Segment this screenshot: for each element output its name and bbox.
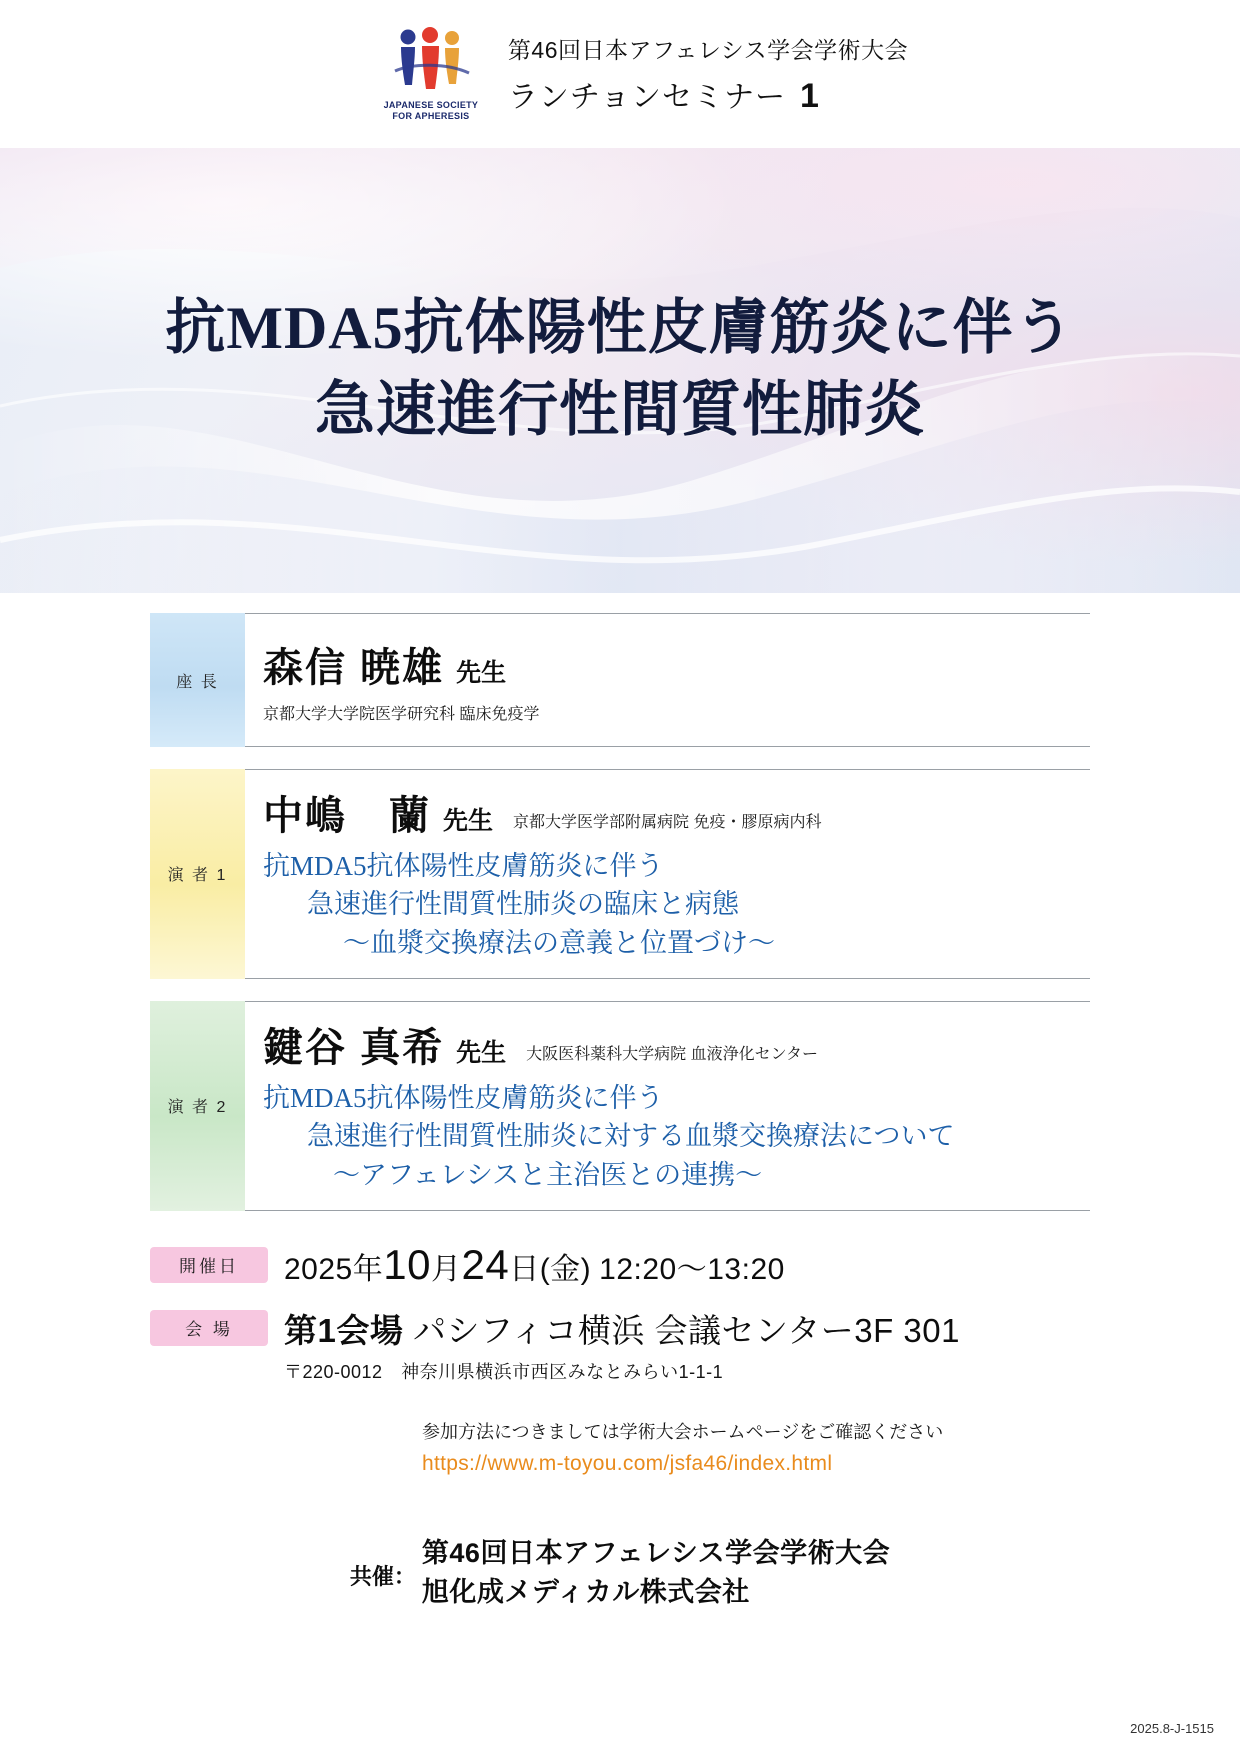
date-year: 2025年	[284, 1252, 384, 1286]
speaker2-name: 鍵谷 真希	[263, 1025, 445, 1070]
header-titles	[508, 32, 908, 116]
congress-name: 第46回日本アフェレシス学会学術大会	[507, 37, 909, 63]
chair-affiliation: 京都大学大学院医学研究科 臨床免疫学	[263, 706, 540, 723]
document-code: 2025.8-J-1515	[1130, 1721, 1214, 1736]
speaker1-talk-line1: 抗MDA5抗体陽性皮膚筋炎に伴う	[263, 851, 664, 881]
sponsor-1: 第46回日本アフェレシス学会学術大会	[421, 1537, 891, 1568]
congress-website-link[interactable]: https://www.m-toyou.com/jsfa46/index.html	[422, 1451, 833, 1475]
date-weekday: (金)	[539, 1252, 592, 1286]
speaker-row-chair	[150, 613, 1090, 747]
venue-value	[284, 1305, 960, 1352]
sponsor-names	[422, 1534, 890, 1612]
role-tag-speaker1: 演 者 1	[150, 769, 245, 979]
venue-hall: 第1会場	[284, 1311, 404, 1349]
speaker1-affiliation: 京都大学医学部附属病院 免疫・膠原病内科	[513, 814, 822, 831]
speaker-row-1	[150, 769, 1090, 979]
venue-row	[150, 1305, 1090, 1352]
speaker1-talk-line3: ～血漿交換療法の意義と位置づけ～	[343, 927, 775, 958]
role-tag-chair: 座 長	[150, 613, 245, 747]
speaker-list	[0, 593, 1240, 1211]
speaker1-name: 中嶋 蘭	[263, 794, 431, 838]
date-row	[150, 1241, 1090, 1289]
date-time: 12:20～13:20	[599, 1252, 785, 1286]
date-label-badge: 開催日	[150, 1247, 268, 1283]
speaker1-talk-line2: 急速進行性間質性肺炎の臨床と病態	[307, 889, 739, 920]
event-info	[0, 1233, 1240, 1476]
date-month-number: 10	[383, 1240, 431, 1288]
date-day-number: 24	[461, 1240, 510, 1288]
jsfa-logo-icon	[385, 27, 477, 97]
speaker2-talk-line3: ～アフェレシスと主治医との連携～	[333, 1159, 763, 1190]
sponsor-footer	[0, 1534, 1240, 1612]
speaker2-talk-title	[263, 1079, 1080, 1194]
date-value	[284, 1241, 785, 1289]
venue-address: 〒220-0012 神奈川県横浜市西区みなとみらい1-1-1	[284, 1361, 724, 1382]
seminar-label: ランチョンセミナー	[507, 81, 787, 114]
speaker2-affiliation: 大阪医科薬科大学病院 血液浄化センター	[526, 1045, 818, 1063]
hero-banner	[0, 148, 1240, 593]
speaker2-talk-line2: 急速進行性間質性肺炎に対する血漿交換療法について	[307, 1121, 955, 1152]
society-logo	[372, 20, 490, 128]
seminar-number: 1	[800, 77, 819, 115]
sponsor-2: 旭化成メディカル株式会社	[421, 1577, 750, 1608]
speaker2-honorific: 先生	[456, 1038, 507, 1067]
speaker-row-2	[150, 1001, 1090, 1211]
date-month-unit: 月	[430, 1252, 462, 1286]
speaker-body-chair	[245, 613, 1090, 747]
hero-title-line1: 抗MDA5抗体陽性皮膚筋炎に伴う	[165, 295, 1075, 361]
speaker2-name-line	[263, 1016, 1080, 1073]
logo-caption: JAPANESE SOCIETY FOR APHERESIS	[383, 99, 479, 121]
date-day-unit: 日	[509, 1252, 540, 1286]
participation-note: 参加方法につきましては学術大会ホームページをご確認ください	[422, 1421, 944, 1442]
cosponsor-label: 共催：	[349, 1563, 416, 1589]
hero-title-line2: 急速進行性間質性肺炎	[315, 376, 925, 443]
speaker1-talk-title	[263, 847, 1080, 962]
chair-name: 森信 暁雄	[263, 646, 445, 690]
role-tag-speaker2: 演 者 2	[150, 1001, 245, 1211]
hero-title	[0, 288, 1240, 451]
speaker-body-1	[245, 769, 1090, 979]
speaker2-talk-line1: 抗MDA5抗体陽性皮膚筋炎に伴う	[263, 1082, 664, 1113]
speaker-body-2	[245, 1001, 1090, 1211]
seminar-line	[508, 72, 908, 116]
chair-name-line	[263, 636, 1080, 693]
speaker1-honorific: 先生	[443, 807, 494, 835]
page-header	[0, 0, 1240, 148]
venue-label-badge: 会 場	[150, 1310, 268, 1346]
venue-name: パシフィコ横浜 会議センター3F 301	[413, 1311, 960, 1349]
speaker1-name-line	[263, 784, 1080, 841]
chair-honorific: 先生	[456, 659, 507, 687]
